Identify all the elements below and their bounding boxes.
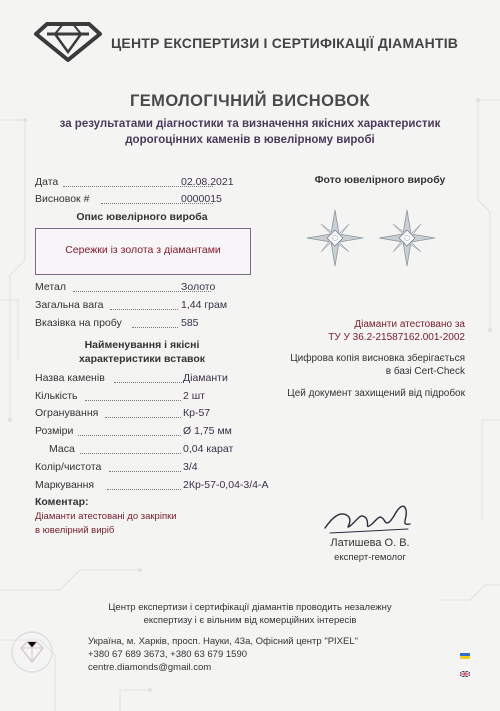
item-description: Сережки із золота з діамантами (65, 244, 221, 256)
insert-label: Огранування (35, 407, 99, 419)
signature-image (320, 496, 420, 541)
document-subtitle (40, 116, 460, 148)
insert-value: 2 шт (183, 390, 205, 402)
dotted-leader (78, 434, 181, 436)
phone-numbers: +380 67 689 3673, +380 63 679 1590 (88, 649, 248, 660)
insert-value: 0,04 карат (183, 443, 234, 455)
dotted-leader (85, 399, 181, 401)
inserts-heading-line-2: характеристики вставок (78, 353, 206, 365)
earring-right-image (379, 210, 435, 266)
insert-label: Колір/чистота (35, 461, 102, 473)
insert-row-cut (35, 407, 250, 421)
email-address[interactable]: centre.diamonds@gmail.com (88, 662, 212, 673)
insert-row-mass (35, 443, 250, 457)
signatory-role: експерт-гемолог (334, 552, 406, 563)
insert-value: 3/4 (183, 461, 198, 473)
document-title: ГЕМОЛОГІЧНИЙ ВИСНОВОК (130, 92, 370, 110)
dotted-leader (110, 308, 178, 310)
subtitle-line-1: за результатами діагностики та визначення якісних характеристик (59, 118, 441, 130)
insert-label: Маса (49, 443, 75, 455)
inserts-heading (35, 338, 249, 366)
flag-ukraine-icon[interactable] (460, 653, 470, 659)
weight-label: Загальна вага (35, 299, 104, 311)
hallmark-label: Вказівка на пробу (35, 317, 122, 329)
note-line-2: експертизу і є вільним від комерційних інтересів (143, 615, 357, 626)
certified-line-1: Діаманти атестовано за (354, 319, 465, 330)
description-box (35, 228, 251, 275)
weight-row (35, 299, 250, 313)
hallmark-value: 585 (181, 317, 199, 329)
hallmark-row (35, 317, 250, 331)
earring-left-image (307, 210, 363, 266)
insert-row-stone-name (35, 372, 250, 386)
metal-row (35, 281, 250, 295)
watermark-diamond-icon (12, 632, 52, 672)
note-line-1: Центр експертизи і сертифікації діамантів проводить незалежну (108, 602, 392, 613)
copy-line-1: Цифрова копія висновка зберігається (290, 353, 465, 364)
digital-copy-note (260, 352, 465, 378)
address: Україна, м. Харків, просп. Науки, 43а, Офісний центр "PIXEL" (88, 636, 359, 647)
insert-value: Ø 1,75 мм (183, 425, 232, 437)
date-label: Дата (35, 176, 59, 188)
insert-row-quantity (35, 390, 250, 404)
org-name: ЦЕНТР ЕКСПЕРТИЗИ І СЕРТИФІКАЦІЇ ДІАМАНТІВ (111, 35, 459, 51)
inserts-heading-line-1: Найменування і якісні (84, 339, 200, 351)
date-row (35, 176, 250, 190)
metal-label: Метал (35, 281, 67, 293)
comment-line-1: Діаманти атестовані до закріпки (35, 511, 177, 522)
earrings-photo (300, 208, 442, 268)
insert-label: Маркування (35, 479, 95, 491)
dotted-leader (109, 470, 181, 472)
weight-value: 1,44 грам (181, 299, 228, 311)
date-value: 02.08.2021 (181, 176, 234, 188)
certification-note (260, 318, 465, 344)
insert-value: 2Кр-57-0,04-3/4-А (183, 479, 269, 491)
dotted-leader (80, 452, 181, 454)
photo-label: Фото ювелірного виробу (314, 174, 446, 186)
number-row (35, 193, 250, 207)
number-value: 0000015 (181, 193, 222, 205)
description-heading: Опис ювелірного вироба (76, 211, 208, 223)
comment-text (35, 510, 210, 538)
dotted-leader (132, 326, 178, 328)
insert-value: Кр-57 (183, 407, 211, 419)
insert-label: Розміри (35, 425, 74, 437)
insert-label: Кількість (35, 390, 78, 402)
certified-line-2: ТУ У 36.2-21587162.001-2002 (328, 332, 465, 343)
copy-line-2: в базі Cert-Check (385, 366, 465, 377)
insert-row-size (35, 425, 250, 439)
metal-value: Золото (181, 281, 216, 293)
dotted-leader (114, 381, 182, 383)
comment-label: Коментар: (35, 496, 89, 508)
insert-row-color-clarity (35, 461, 250, 475)
insert-label: Назва каменів (35, 372, 105, 384)
language-flags (460, 650, 470, 686)
protection-note: Цей документ захищений від підробок (287, 388, 465, 399)
dotted-leader (107, 488, 181, 490)
comment-line-2: в ювелірний виріб (35, 525, 115, 536)
dotted-leader (105, 416, 181, 418)
subtitle-line-2: дорогоцінних каменів в ювелірному виробі (125, 134, 375, 146)
insert-value: Діаманти (183, 372, 228, 384)
header (33, 22, 473, 62)
independence-note (70, 601, 430, 627)
insert-row-marking (35, 479, 269, 493)
number-label: Висновок # (35, 193, 90, 205)
signatory-name: Латишева О. В. (330, 537, 410, 549)
flag-uk-icon[interactable] (460, 671, 470, 677)
diamond-logo-icon (33, 22, 103, 62)
